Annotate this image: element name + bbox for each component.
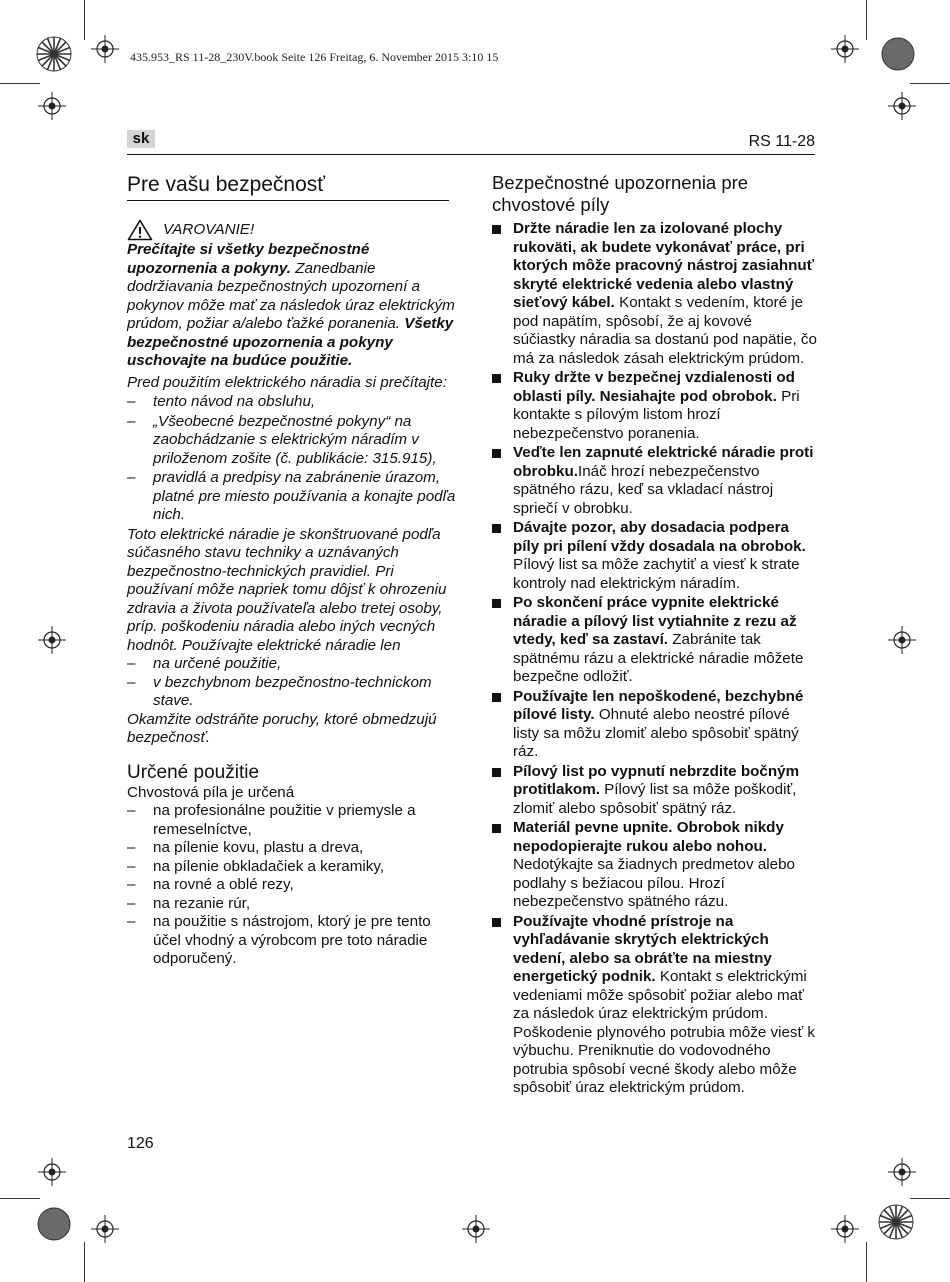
fix-faults-text: Okamžite odstráňte poruchy, ktoré obmedzujú bezpečnosť.	[127, 710, 437, 746]
intended-list	[127, 802, 457, 969]
warning-text: Zanedbanie dodržiavania bezpečnostných upozornení a pokynov môže mať za následok úraz elektrickým prúdom, požiar a/alebo ťažké poranenia.	[127, 259, 455, 332]
crop-line	[910, 1198, 950, 1199]
read-list	[127, 393, 457, 525]
intended-intro: Chvostová píla je určená	[127, 783, 295, 801]
list-item: – na použitie s nástrojom, ktorý je pre tento účel vhodný a výrobcom pre toto náradie odporučený.	[127, 913, 431, 967]
crop-line	[0, 83, 40, 84]
safety-item: Používajte len nepoškodené, bezchybné pílové listy. Ohnuté alebo neostré pílové listy sa môžu zlomiť alebo spôsobiť spätný ráz.	[492, 688, 817, 762]
section-title-safety: Pre vašu bezpečnosť	[127, 172, 449, 201]
crop-line	[866, 0, 867, 40]
safety-item: Dávajte pozor, aby dosadacia podpera píly pri pílení vždy dosadala na obrobok. Pílový list sa môže zachytiť a viesť k strate kontroly nad elektrickým náradím.	[492, 519, 817, 593]
square-bullet-icon	[492, 374, 501, 383]
registration-mark-icon	[887, 91, 917, 121]
list-item: – tento návod na obsluhu,	[127, 393, 316, 410]
square-bullet-icon	[492, 918, 501, 927]
warning-bold: Prečítajte si všetky bezpečnostné upozornenia a pokyny.	[127, 241, 370, 277]
safety-item: Používajte vhodné prístroje na vyhľadávanie skrytých elektrických vedení, alebo sa obráťte na miestny energetický podnik. Kontakt s elektrickými vedeniami môže spôsobiť požiar alebo mať za následok úraz elektrickým prúdom. Poškodenie plynového potrubia môže viesť k výbuchu. Preniknutie do vodovodného potrubia spôsobí vecné škody alebo môže spôsobiť úraz elektrickým prúdom.	[492, 913, 817, 1098]
warning-label: VAROVANIE!	[163, 220, 255, 238]
safety-item: Držte náradie len za izolované plochy rukoväti, ak budete vykonávať práce, pri ktorých môže pracovný nástroj zasiahnuť skryté elektrické vedenia alebo vlastný sieťový kábel. Kontakt s vedením, ktoré je pod napätím, spôsobí, že aj kovové súčiastky náradia sa dostanú pod napätie, čo má za následok zásah elektrickým prúdom.	[492, 220, 817, 368]
safety-list	[492, 220, 817, 1098]
registration-mark-icon	[37, 1157, 67, 1187]
registration-mark-icon	[90, 1214, 120, 1244]
language-badge: sk	[127, 130, 155, 148]
warning-paragraph	[127, 241, 457, 371]
registration-mark-icon	[830, 34, 860, 64]
section-title-saw-safety: Bezpečnostné upozornenia pre chvostové píly	[492, 172, 749, 215]
print-info: 435.953_RS 11-28_230V.book Seite 126 Freitag, 6. November 2015 3:10 15	[130, 50, 499, 64]
square-bullet-icon	[492, 768, 501, 777]
crop-line	[910, 83, 950, 84]
safety-item: Materiál pevne upnite. Obrobok nikdy nepodopierajte rukou alebo nohou. Nedotýkajte sa žiadnych predmetov alebo podlahy s bežiacou pílou. Hrozí nebezpečenstvo spätného rázu.	[492, 819, 817, 912]
registration-mark-icon	[90, 34, 120, 64]
safety-item: Veďte len zapnuté elektrické náradie proti obrobku.Ináč hrozí nebezpečenstvo spätného rázu, keď sa vkladací nástroj spriečí v obrobku.	[492, 444, 817, 518]
square-bullet-icon	[492, 599, 501, 608]
page-number: 126	[127, 1135, 154, 1152]
square-bullet-icon	[492, 449, 501, 458]
list-item: – v bezchybnom bezpečnostno-technickom stave.	[127, 673, 432, 709]
crop-line	[84, 1242, 85, 1282]
registration-mark-icon	[37, 91, 67, 121]
registration-mark-icon	[830, 1214, 860, 1244]
list-item: – na určené použitie,	[127, 655, 282, 672]
warning-header	[127, 219, 457, 241]
registration-mark-icon	[37, 625, 67, 655]
safety-item: Pílový list po vypnutí nebrzdite bočným protitlakom. Pílový list sa môže poškodiť, zlomiť alebo spôsobiť spätný ráz.	[492, 763, 817, 819]
list-item: – na pílenie kovu, plastu a dreva,	[127, 839, 364, 856]
square-bullet-icon	[492, 824, 501, 833]
crop-line	[0, 1198, 40, 1199]
model-label: RS 11-28	[748, 133, 815, 150]
use-list	[127, 655, 457, 711]
list-item: – na rezanie rúr,	[127, 894, 251, 912]
header-divider	[127, 154, 815, 155]
state-of-art-text: Toto elektrické náradie je skonštruované podľa súčasného stavu techniky a uznávaných bezpečnostno-technických pravidiel. Pri používaní môže napriek tomu dôjsť k ohrozeniu zdravia a života používateľa alebo tretej osoby, príp. poškodeniu náradia alebo iných vecných hodnôt. Používajte elektrické náradie len	[127, 525, 447, 654]
warning-bold-keep: Všetky bezpečnostné upozornenia a pokyny uschovajte na budúce použitie.	[127, 315, 454, 369]
square-bullet-icon	[492, 524, 501, 533]
section-title-intended-use: Určené použitie	[127, 761, 260, 783]
list-item: – na rovné a oblé rezy,	[127, 876, 294, 893]
list-item: – na pílenie obkladačiek a keramiky,	[127, 857, 385, 875]
registration-mark-icon	[887, 625, 917, 655]
crop-line	[84, 0, 85, 40]
left-column	[127, 172, 457, 969]
color-swatch-icon	[36, 1206, 72, 1242]
safety-item: Ruky držte v bezpečnej vzdialenosti od oblasti píly. Nesiahajte pod obrobok. Pri kontakte s pílovým listom hrozí nebezpečenstvo poranenia.	[492, 369, 817, 443]
starburst-mark-icon	[34, 34, 74, 74]
right-column	[492, 172, 817, 1099]
registration-mark-icon	[461, 1214, 491, 1244]
list-item: – pravidlá a predpisy na zabránenie úrazom, platné pre miesto používania a konajte podľa nich.	[127, 469, 456, 523]
before-use-text: Pred použitím elektrického náradia si prečítajte:	[127, 373, 447, 391]
starburst-mark-icon	[876, 1202, 916, 1242]
safety-item: Po skončení práce vypnite elektrické náradie a pílový list vytiahnite z rezu až vtedy, keď sa zastaví. Zabránite tak spätnému rázu a elektrické náradie môžete bezpečne odložiť.	[492, 594, 817, 687]
list-item: – na profesionálne použitie v priemysle a remeselníctve,	[127, 802, 416, 838]
square-bullet-icon	[492, 225, 501, 234]
list-item: – „Všeobecné bezpečnostné pokyny“ na zaobchádzanie s elektrickým náradím v priloženom zošite (č. publikácie: 315.915),	[127, 412, 437, 467]
color-swatch-icon	[880, 36, 916, 72]
crop-line	[866, 1242, 867, 1282]
registration-mark-icon	[887, 1157, 917, 1187]
warning-triangle-icon	[127, 219, 153, 241]
square-bullet-icon	[492, 693, 501, 702]
